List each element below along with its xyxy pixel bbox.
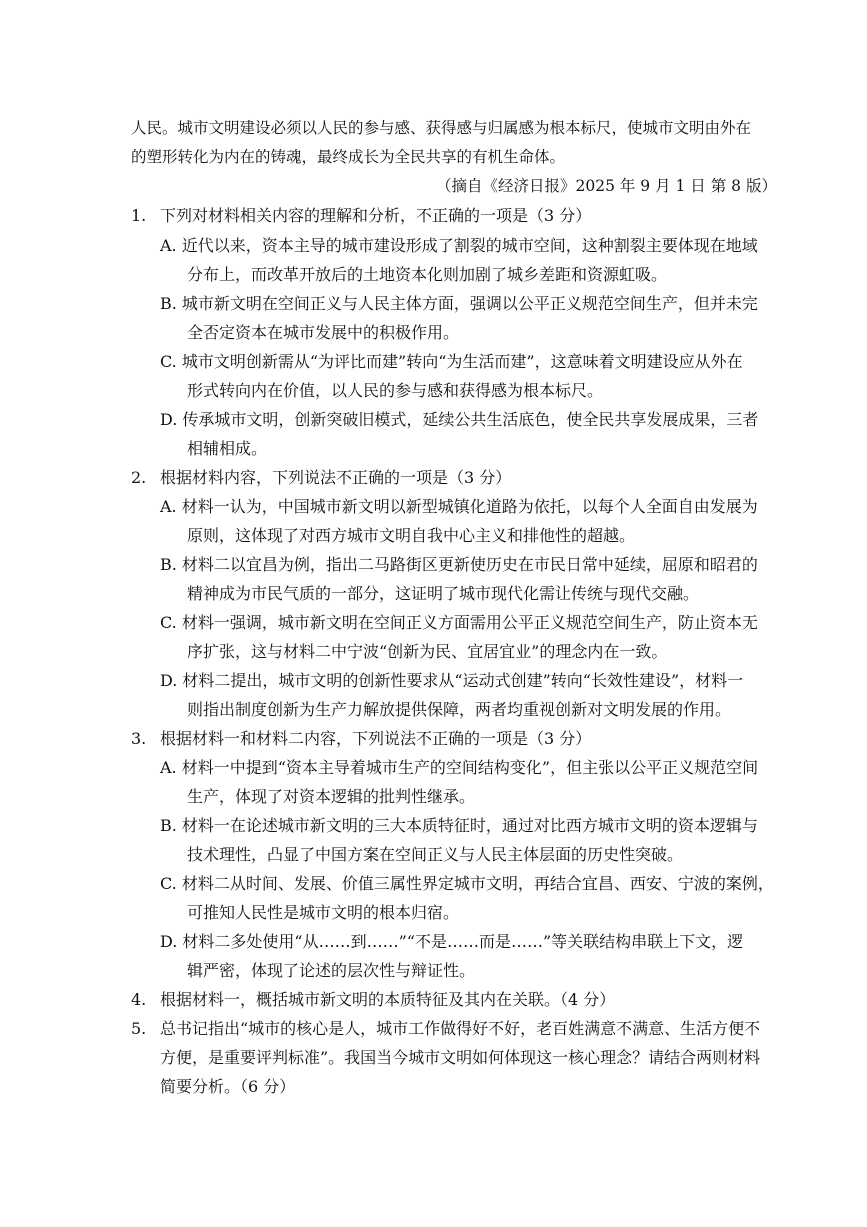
question-number: 2. — [131, 468, 147, 487]
question-stem: 方便，是重要评判标准”。我国当今城市文明如何体现这一核心理念？请结合两则材料 — [160, 1048, 761, 1067]
option-line: 分布上，而改革开放后的土地资本化则加剧了城乡差距和资源虹吸。 — [187, 265, 668, 284]
option-line: A. 材料一认为，中国城市新文明以新型城镇化道路为依托，以每个人全面自由发展为 — [160, 497, 758, 516]
question-number: 5. — [131, 1019, 147, 1038]
question-stem: 下列对材料相关内容的理解和分析，不正确的一项是（3 分） — [160, 206, 592, 225]
option-line: B. 材料二以宜昌为例，指出二马路街区更新使历史在市民日常中延续，屈原和昭君的 — [160, 555, 758, 574]
question-stem: 总书记指出“城市的核心是人，城市工作做得好不好，老百姓满意不满意、生活方便不 — [160, 1019, 761, 1038]
question-stem: 根据材料内容，下列说法不正确的一项是（3 分） — [160, 468, 512, 487]
question-stem: 根据材料一和材料二内容，下列说法不正确的一项是（3 分） — [160, 729, 592, 748]
option-line: C. 材料一强调，城市新文明在空间正义方面需用公平正义规范空间生产，防止资本无 — [160, 613, 758, 632]
option-line: 原则，这体现了对西方城市文明自我中心主义和排他性的超越。 — [187, 526, 636, 545]
option-line: 精神成为市民气质的一部分，这证明了城市现代化需让传统与现代交融。 — [187, 584, 700, 603]
question-stem: 根据材料一，概括城市新文明的本质特征及其内在关联。（4 分） — [160, 990, 616, 1009]
question-number: 3. — [131, 729, 147, 748]
option-line: D. 材料二提出，城市文明的创新性要求从“运动式创建”转向“长效性建设”，材料一 — [160, 671, 744, 690]
source-citation: （摘自《经济日报》2025 年 9 月 1 日 第 8 版） — [436, 177, 777, 195]
question-stem: 简要分析。（6 分） — [160, 1077, 296, 1096]
option-line: 则指出制度创新为生产力解放提供保障，两者均重视创新对文明发展的作用。 — [187, 700, 732, 719]
option-line: 技术理性，凸显了中国方案在空间正义与人民主体层面的历史性突破。 — [187, 845, 684, 864]
option-line: B. 城市新文明在空间正义与人民主体方面，强调以公平正义规范空间生产，但并未完 — [160, 294, 758, 313]
option-line: 生产，体现了对资本逻辑的批判性继承。 — [187, 787, 476, 806]
passage-line: 人民。城市文明建设必须以人民的参与感、获得感与归属感为根本标尺，使城市文明由外在 — [131, 119, 752, 137]
option-line: 相辅相成。 — [187, 439, 268, 458]
option-line: 全否定资本在城市发展中的积极作用。 — [187, 323, 460, 342]
option-line: 形式转向内在价值，以人民的参与感和获得感为根本标尺。 — [187, 381, 604, 400]
option-line: 序扩张，这与材料二中宁波“创新为民、宜居宜业”的理念内在一致。 — [187, 642, 668, 661]
passage-line: 的塑形转化为内在的铸魂，最终成长为全民共享的有机生命体。 — [131, 148, 566, 166]
option-line: 辑严密，体现了论述的层次性与辩证性。 — [187, 961, 476, 980]
option-line: C. 城市文明创新需从“为评比而建”转向“为生活而建”，这意味着文明建设应从外在 — [160, 352, 743, 371]
question-number: 4. — [131, 990, 147, 1009]
option-line: D. 材料二多处使用“从……到……”“不是……而是……”等关联结构串联上下文，逻 — [160, 932, 744, 951]
option-line: A. 近代以来，资本主导的城市建设形成了割裂的城市空间，这种割裂主要体现在地域 — [160, 236, 758, 255]
option-line: C. 材料二从时间、发展、价值三属性界定城市文明，再结合宜昌、西安、宁波的案例， — [160, 874, 774, 893]
option-line: D. 传承城市文明，创新突破旧模式，延续公共生活底色，使全民共享发展成果，三者 — [160, 410, 759, 429]
option-line: A. 材料一中提到“资本主导着城市生产的空间结构变化”，但主张以公平正义规范空间 — [160, 758, 759, 777]
option-line: 可推知人民性是城市文明的根本归宿。 — [187, 903, 460, 922]
question-number: 1. — [131, 206, 147, 225]
option-line: B. 材料一在论述城市新文明的三大本质特征时，通过对比西方城市文明的资本逻辑与 — [160, 816, 758, 835]
